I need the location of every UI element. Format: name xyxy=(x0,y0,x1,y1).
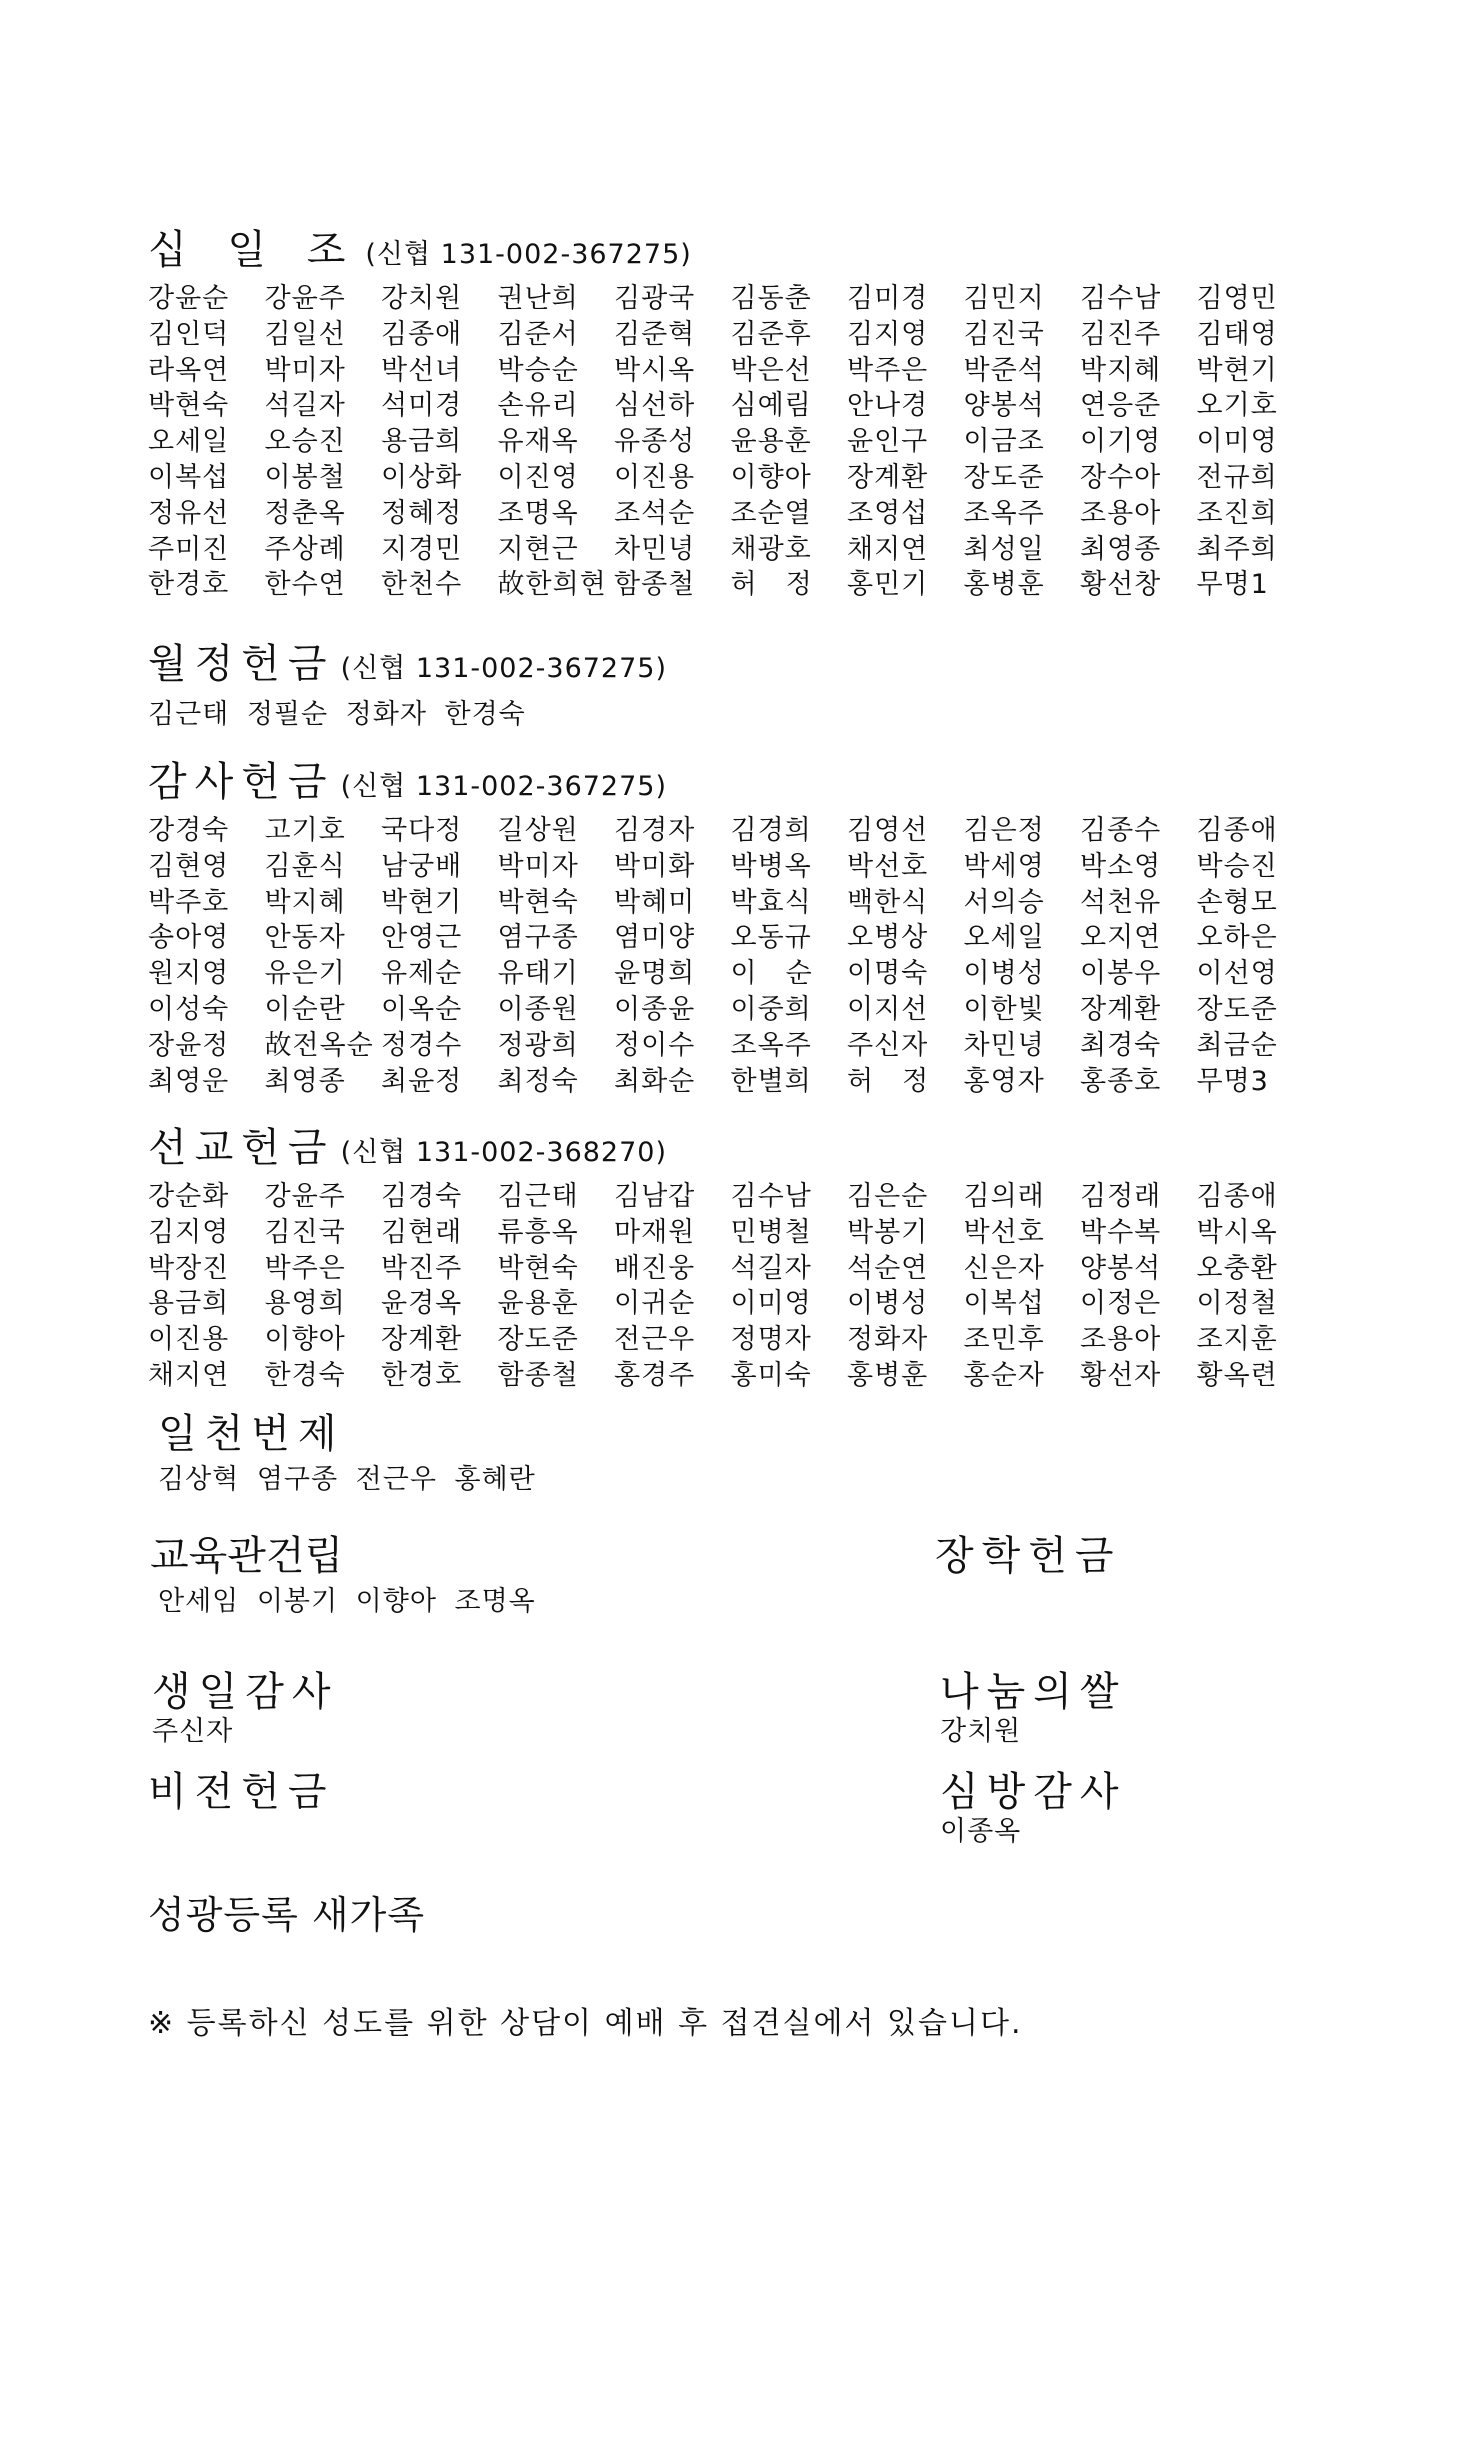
tithe-name: 이상화 xyxy=(381,461,463,493)
tithe-name: 주상례 xyxy=(264,533,346,565)
thanks-name: 이중희 xyxy=(730,993,812,1025)
thanks-name: 김훈식 xyxy=(264,850,346,882)
mission-name: 이병성 xyxy=(847,1288,929,1320)
thanks-name: 오하은 xyxy=(1196,922,1278,954)
thanks-name: 박미자 xyxy=(497,850,579,882)
tithe-name: 김준혁 xyxy=(614,318,696,350)
mission-name: 민병철 xyxy=(730,1216,812,1248)
thanks-title: 감사헌금 xyxy=(148,759,335,805)
mission-name: 한경숙 xyxy=(264,1359,346,1391)
visit-section xyxy=(940,1768,1127,1850)
mission-name: 황옥련 xyxy=(1196,1359,1278,1391)
thanks-name: 오세일 xyxy=(963,922,1045,954)
tithe-name: 이향아 xyxy=(730,461,812,493)
mission-name: 양봉석 xyxy=(1080,1252,1162,1284)
tithe-name: 최영종 xyxy=(1080,533,1162,565)
tithe-name: 용금희 xyxy=(381,426,463,458)
mission-name: 김근태 xyxy=(497,1181,579,1212)
tithe-name: 박현숙 xyxy=(148,390,230,422)
tithe-name: 박준석 xyxy=(963,354,1045,386)
mission-name: 조용아 xyxy=(1080,1324,1162,1356)
mission-name: 이향아 xyxy=(264,1324,346,1356)
tithe-name: 김태영 xyxy=(1196,318,1278,350)
thanks-name: 박혜미 xyxy=(614,886,696,918)
rice-names: 강치원 xyxy=(940,1716,1022,1747)
tithe-name: 박선녀 xyxy=(381,354,463,386)
thanks-name: 고기호 xyxy=(264,815,346,846)
mission-name: 함종철 xyxy=(497,1359,579,1391)
mission-name: 조지훈 xyxy=(1196,1324,1278,1356)
tithe-name: 지현근 xyxy=(497,533,579,565)
newfamily-title: 성광등록 새가족 xyxy=(148,1893,426,1937)
tithe-name: 윤인구 xyxy=(847,426,929,458)
tithe-title-row xyxy=(148,226,1313,279)
tithe-name: 김수남 xyxy=(1080,283,1162,314)
thanks-name: 홍영자 xyxy=(963,1065,1045,1097)
visit-title: 심방감사 xyxy=(940,1769,1127,1815)
tithe-name: 윤용훈 xyxy=(730,426,812,458)
tithe-name: 김지영 xyxy=(847,318,929,350)
tithe-name: 김준후 xyxy=(730,318,812,350)
tithe-title: 십 일 조 xyxy=(148,227,360,273)
tithe-name: 이복섭 xyxy=(148,461,230,493)
thanks-name: 박선호 xyxy=(847,850,929,882)
thanks-name: 박현기 xyxy=(381,886,463,918)
tithe-name: 박승순 xyxy=(497,354,579,386)
thanks-name: 송아영 xyxy=(148,922,230,954)
thanks-names-grid xyxy=(148,813,1313,1099)
birthday-names: 주신자 xyxy=(152,1716,234,1747)
mission-name: 김진국 xyxy=(264,1216,346,1248)
tithe-name: 석미경 xyxy=(381,390,463,422)
notice-text: ※ 등록하신 성도를 위한 상담이 예배 후 접견실에서 있습니다. xyxy=(148,2006,1023,2041)
mission-name: 박현숙 xyxy=(497,1252,579,1284)
tithe-name: 김진주 xyxy=(1080,318,1162,350)
thanks-name: 안동자 xyxy=(264,922,346,954)
thanks-name: 박주호 xyxy=(148,886,230,918)
mission-name: 조민후 xyxy=(963,1324,1045,1356)
tithe-name: 한천수 xyxy=(381,569,463,601)
thanks-name: 장윤정 xyxy=(148,1029,230,1061)
mission-name: 채지연 xyxy=(148,1359,230,1391)
tithe-name: 차민녕 xyxy=(614,533,696,565)
mission-names-grid xyxy=(148,1179,1313,1394)
tithe-account: (신협 131-002-367275) xyxy=(365,239,692,270)
mission-name: 김정래 xyxy=(1080,1181,1162,1212)
mission-account: (신협 131-002-368270) xyxy=(340,1137,668,1168)
thanks-name: 장계환 xyxy=(1080,993,1162,1025)
thanks-name: 유제순 xyxy=(381,958,463,990)
birthday-section xyxy=(152,1668,339,1750)
tithe-name: 조진희 xyxy=(1196,497,1278,529)
thanks-name: 박현숙 xyxy=(497,886,579,918)
thanks-name: 정광희 xyxy=(497,1029,579,1061)
thanks-name: 이옥순 xyxy=(381,993,463,1025)
thanks-name: 김종애 xyxy=(1196,815,1278,846)
mission-name: 윤용훈 xyxy=(497,1288,579,1320)
tithe-name: 김종애 xyxy=(381,318,463,350)
thanks-name: 박승진 xyxy=(1196,850,1278,882)
thanks-name: 유태기 xyxy=(497,958,579,990)
thanks-name: 이선영 xyxy=(1196,958,1278,990)
tithe-name: 지경민 xyxy=(381,533,463,565)
monthly-names: 김근태 정필순 정화자 한경숙 xyxy=(148,699,526,730)
tithe-name: 강치원 xyxy=(381,283,463,314)
tithe-name: 황선창 xyxy=(1080,569,1162,601)
mission-name: 이복섭 xyxy=(963,1288,1045,1320)
mission-name: 박주은 xyxy=(264,1252,346,1284)
building-title: 교육관건립 xyxy=(150,1533,344,1579)
tithe-name: 강윤순 xyxy=(148,283,230,314)
mission-title-row xyxy=(148,1124,1313,1177)
thanks-name: 손형모 xyxy=(1196,886,1278,918)
mission-name: 김남갑 xyxy=(614,1181,696,1212)
tithe-name: 김영민 xyxy=(1196,283,1278,314)
thanks-name: 정경수 xyxy=(381,1029,463,1061)
thanks-name: 오동규 xyxy=(730,922,812,954)
vision-section xyxy=(148,1768,335,1816)
tithe-name: 한경호 xyxy=(148,569,230,601)
thanks-name: 박미화 xyxy=(614,850,696,882)
tithe-name: 장도준 xyxy=(963,461,1045,493)
mission-name: 용영희 xyxy=(264,1288,346,1320)
tithe-name: 함종철 xyxy=(614,569,696,601)
mission-name: 마재원 xyxy=(614,1216,696,1248)
tithe-name: 박지혜 xyxy=(1080,354,1162,386)
building-section xyxy=(150,1532,536,1620)
tithe-name: 연응준 xyxy=(1080,390,1162,422)
thanks-name: 염미양 xyxy=(614,922,696,954)
tithe-name: 채광호 xyxy=(730,533,812,565)
tithe-name: 심선하 xyxy=(614,390,696,422)
tithe-name: 손유리 xyxy=(497,390,579,422)
tithe-name: 홍민기 xyxy=(847,569,929,601)
mission-name: 김경숙 xyxy=(381,1181,463,1212)
monthly-title-row xyxy=(148,640,667,693)
tithe-name: 유재옥 xyxy=(497,426,579,458)
tithe-name: 조옥주 xyxy=(963,497,1045,529)
thanks-name: 최경숙 xyxy=(1080,1029,1162,1061)
tithe-name: 석길자 xyxy=(264,390,346,422)
mission-name: 정화자 xyxy=(847,1324,929,1356)
thanks-name: 유은기 xyxy=(264,958,346,990)
tithe-name: 박주은 xyxy=(847,354,929,386)
newfamily-section xyxy=(148,1884,425,1939)
tithe-name: 유종성 xyxy=(614,426,696,458)
monthly-account: (신협 131-002-367275) xyxy=(340,653,668,684)
mission-name: 홍경주 xyxy=(614,1359,696,1391)
mission-name: 박수복 xyxy=(1080,1216,1162,1248)
tithe-name: 이진영 xyxy=(497,461,579,493)
tithe-name: 장수아 xyxy=(1080,461,1162,493)
mission-name: 홍병훈 xyxy=(847,1359,929,1391)
thanks-name: 박지혜 xyxy=(264,886,346,918)
tithe-name: 무명1 xyxy=(1196,569,1269,601)
thanks-section xyxy=(148,758,1313,1099)
mission-name: 배진웅 xyxy=(614,1252,696,1284)
thanks-name: 무명3 xyxy=(1196,1065,1269,1097)
thanks-name: 안영근 xyxy=(381,922,463,954)
tithe-name: 조영섭 xyxy=(847,497,929,529)
mission-name: 강순화 xyxy=(148,1181,230,1212)
thanks-name: 허 정 xyxy=(847,1065,930,1097)
mission-name: 석길자 xyxy=(730,1252,812,1284)
thanks-name: 오병상 xyxy=(847,922,929,954)
mission-name: 윤경옥 xyxy=(381,1288,463,1320)
thousand-section xyxy=(158,1410,536,1498)
tithe-name: 전규희 xyxy=(1196,461,1278,493)
mission-name: 이미영 xyxy=(730,1288,812,1320)
mission-name: 김종애 xyxy=(1196,1181,1278,1212)
tithe-name: 오기호 xyxy=(1196,390,1278,422)
mission-name: 장도준 xyxy=(497,1324,579,1356)
thanks-name: 오지연 xyxy=(1080,922,1162,954)
scholarship-title: 장학헌금 xyxy=(935,1533,1122,1579)
tithe-name: 허 정 xyxy=(730,569,813,601)
thanks-account: (신협 131-002-367275) xyxy=(340,771,668,802)
mission-section xyxy=(148,1124,1313,1394)
mission-name: 전근우 xyxy=(614,1324,696,1356)
tithe-name: 김미경 xyxy=(847,283,929,314)
tithe-name: 김광국 xyxy=(614,283,696,314)
tithe-name: 이금조 xyxy=(963,426,1045,458)
thanks-name: 이종원 xyxy=(497,993,579,1025)
mission-name: 박장진 xyxy=(148,1252,230,1284)
tithe-name: 오세일 xyxy=(148,426,230,458)
mission-name: 황선자 xyxy=(1080,1359,1162,1391)
tithe-name: 한수연 xyxy=(264,569,346,601)
tithe-name: 이봉철 xyxy=(264,461,346,493)
thanks-name: 김경희 xyxy=(730,815,812,846)
thanks-name: 남궁배 xyxy=(381,850,463,882)
thanks-name: 김현영 xyxy=(148,850,230,882)
tithe-name: 조석순 xyxy=(614,497,696,529)
mission-name: 정명자 xyxy=(730,1324,812,1356)
mission-name: 용금희 xyxy=(148,1288,230,1320)
thanks-name: 김경자 xyxy=(614,815,696,846)
thanks-name: 염구종 xyxy=(497,922,579,954)
mission-name: 이정은 xyxy=(1080,1288,1162,1320)
mission-name: 홍미숙 xyxy=(730,1359,812,1391)
tithe-name: 이기영 xyxy=(1080,426,1162,458)
tithe-name: 정혜정 xyxy=(381,497,463,529)
tithe-section xyxy=(148,226,1313,603)
thanks-name: 이 순 xyxy=(730,958,813,990)
tithe-name: 故한희현 xyxy=(497,569,607,601)
thanks-name: 차민녕 xyxy=(963,1029,1045,1061)
tithe-name: 권난희 xyxy=(497,283,579,314)
tithe-name: 최주희 xyxy=(1196,533,1278,565)
mission-name: 김의래 xyxy=(963,1181,1045,1212)
tithe-name: 라옥연 xyxy=(148,354,230,386)
mission-name: 강윤주 xyxy=(264,1181,346,1212)
thanks-name: 최금순 xyxy=(1196,1029,1278,1061)
tithe-name: 채지연 xyxy=(847,533,929,565)
mission-name: 이귀순 xyxy=(614,1288,696,1320)
tithe-name: 조용아 xyxy=(1080,497,1162,529)
tithe-name: 안나경 xyxy=(847,390,929,422)
mission-title: 선교헌금 xyxy=(148,1125,335,1171)
tithe-name: 홍병훈 xyxy=(963,569,1045,601)
vision-title: 비전헌금 xyxy=(148,1769,335,1815)
tithe-name: 양봉석 xyxy=(963,390,1045,422)
thanks-name: 이성숙 xyxy=(148,993,230,1025)
mission-name: 장계환 xyxy=(381,1324,463,1356)
mission-name: 이정철 xyxy=(1196,1288,1278,1320)
mission-name: 류흥옥 xyxy=(497,1216,579,1248)
thanks-name: 이봉우 xyxy=(1080,958,1162,990)
monthly-section xyxy=(148,640,667,733)
tithe-name: 김진국 xyxy=(963,318,1045,350)
thanks-name: 정이수 xyxy=(614,1029,696,1061)
thanks-name: 김영선 xyxy=(847,815,929,846)
tithe-name: 박시옥 xyxy=(614,354,696,386)
tithe-name: 이미영 xyxy=(1196,426,1278,458)
mission-name: 김은순 xyxy=(847,1181,929,1212)
thanks-name: 최영운 xyxy=(148,1065,230,1097)
tithe-name: 박현기 xyxy=(1196,354,1278,386)
thanks-title-row xyxy=(148,758,1313,811)
mission-name: 신은자 xyxy=(963,1252,1045,1284)
thanks-name: 김종수 xyxy=(1080,815,1162,846)
thanks-name: 조옥주 xyxy=(730,1029,812,1061)
mission-name: 한경호 xyxy=(381,1359,463,1391)
rice-section xyxy=(940,1668,1127,1750)
thanks-name: 이종윤 xyxy=(614,993,696,1025)
thanks-name: 이지선 xyxy=(847,993,929,1025)
thanks-name: 박세영 xyxy=(963,850,1045,882)
thanks-name: 석천유 xyxy=(1080,886,1162,918)
mission-name: 석순연 xyxy=(847,1252,929,1284)
rice-title: 나눔의쌀 xyxy=(940,1669,1127,1715)
tithe-name: 오승진 xyxy=(264,426,346,458)
tithe-name: 이진용 xyxy=(614,461,696,493)
visit-names: 이종옥 xyxy=(940,1816,1022,1847)
tithe-name: 정유선 xyxy=(148,497,230,529)
tithe-name: 정춘옥 xyxy=(264,497,346,529)
tithe-name: 김인덕 xyxy=(148,318,230,350)
thanks-name: 주신자 xyxy=(847,1029,929,1061)
monthly-title: 월정헌금 xyxy=(148,641,335,687)
tithe-name: 김준서 xyxy=(497,318,579,350)
thanks-name: 강경숙 xyxy=(148,815,230,846)
thanks-name: 최영종 xyxy=(264,1065,346,1097)
thanks-name: 이명숙 xyxy=(847,958,929,990)
tithe-name: 박은선 xyxy=(730,354,812,386)
thanks-name: 김은정 xyxy=(963,815,1045,846)
thanks-name: 원지영 xyxy=(148,958,230,990)
mission-name: 홍순자 xyxy=(963,1359,1045,1391)
mission-name: 박진주 xyxy=(381,1252,463,1284)
thanks-name: 박병옥 xyxy=(730,850,812,882)
thanks-name: 장도준 xyxy=(1196,993,1278,1025)
thanks-name: 故전옥순 xyxy=(264,1029,374,1061)
tithe-name: 심예림 xyxy=(730,390,812,422)
tithe-name: 김민지 xyxy=(963,283,1045,314)
tithe-name: 김동춘 xyxy=(730,283,812,314)
thanks-name: 길상원 xyxy=(497,815,579,846)
mission-name: 김현래 xyxy=(381,1216,463,1248)
mission-name: 박선호 xyxy=(963,1216,1045,1248)
thousand-names: 김상혁 염구종 전근우 홍혜란 xyxy=(158,1464,536,1495)
thanks-name: 국다정 xyxy=(381,815,463,846)
tithe-name: 최성일 xyxy=(963,533,1045,565)
tithe-name: 김일선 xyxy=(264,318,346,350)
thanks-name: 서의승 xyxy=(963,886,1045,918)
building-names: 안세임 이봉기 이향아 조명옥 xyxy=(158,1586,536,1617)
tithe-name: 장계환 xyxy=(847,461,929,493)
thanks-name: 최화순 xyxy=(614,1065,696,1097)
tithe-names-grid xyxy=(148,281,1313,603)
mission-name: 박시옥 xyxy=(1196,1216,1278,1248)
scholarship-section xyxy=(935,1532,1122,1580)
tithe-name: 조순열 xyxy=(730,497,812,529)
thanks-name: 박소영 xyxy=(1080,850,1162,882)
thanks-name: 박효식 xyxy=(730,886,812,918)
thanks-name: 최정숙 xyxy=(497,1065,579,1097)
mission-name: 오충환 xyxy=(1196,1252,1278,1284)
thanks-name: 이한빛 xyxy=(963,993,1045,1025)
tithe-name: 박미자 xyxy=(264,354,346,386)
thanks-name: 윤명희 xyxy=(614,958,696,990)
thanks-name: 백한식 xyxy=(847,886,929,918)
tithe-name: 조명옥 xyxy=(497,497,579,529)
mission-name: 김지영 xyxy=(148,1216,230,1248)
thanks-name: 최윤정 xyxy=(381,1065,463,1097)
thanks-name: 홍종호 xyxy=(1080,1065,1162,1097)
thanks-name: 이순란 xyxy=(264,993,346,1025)
birthday-title: 생일감사 xyxy=(152,1669,339,1715)
tithe-name: 주미진 xyxy=(148,533,230,565)
tithe-name: 강윤주 xyxy=(264,283,346,314)
mission-name: 이진용 xyxy=(148,1324,230,1356)
thanks-name: 한별희 xyxy=(730,1065,812,1097)
mission-name: 박봉기 xyxy=(847,1216,929,1248)
thanks-name: 이병성 xyxy=(963,958,1045,990)
mission-name: 김수남 xyxy=(730,1181,812,1212)
thousand-title: 일천번제 xyxy=(158,1411,345,1457)
